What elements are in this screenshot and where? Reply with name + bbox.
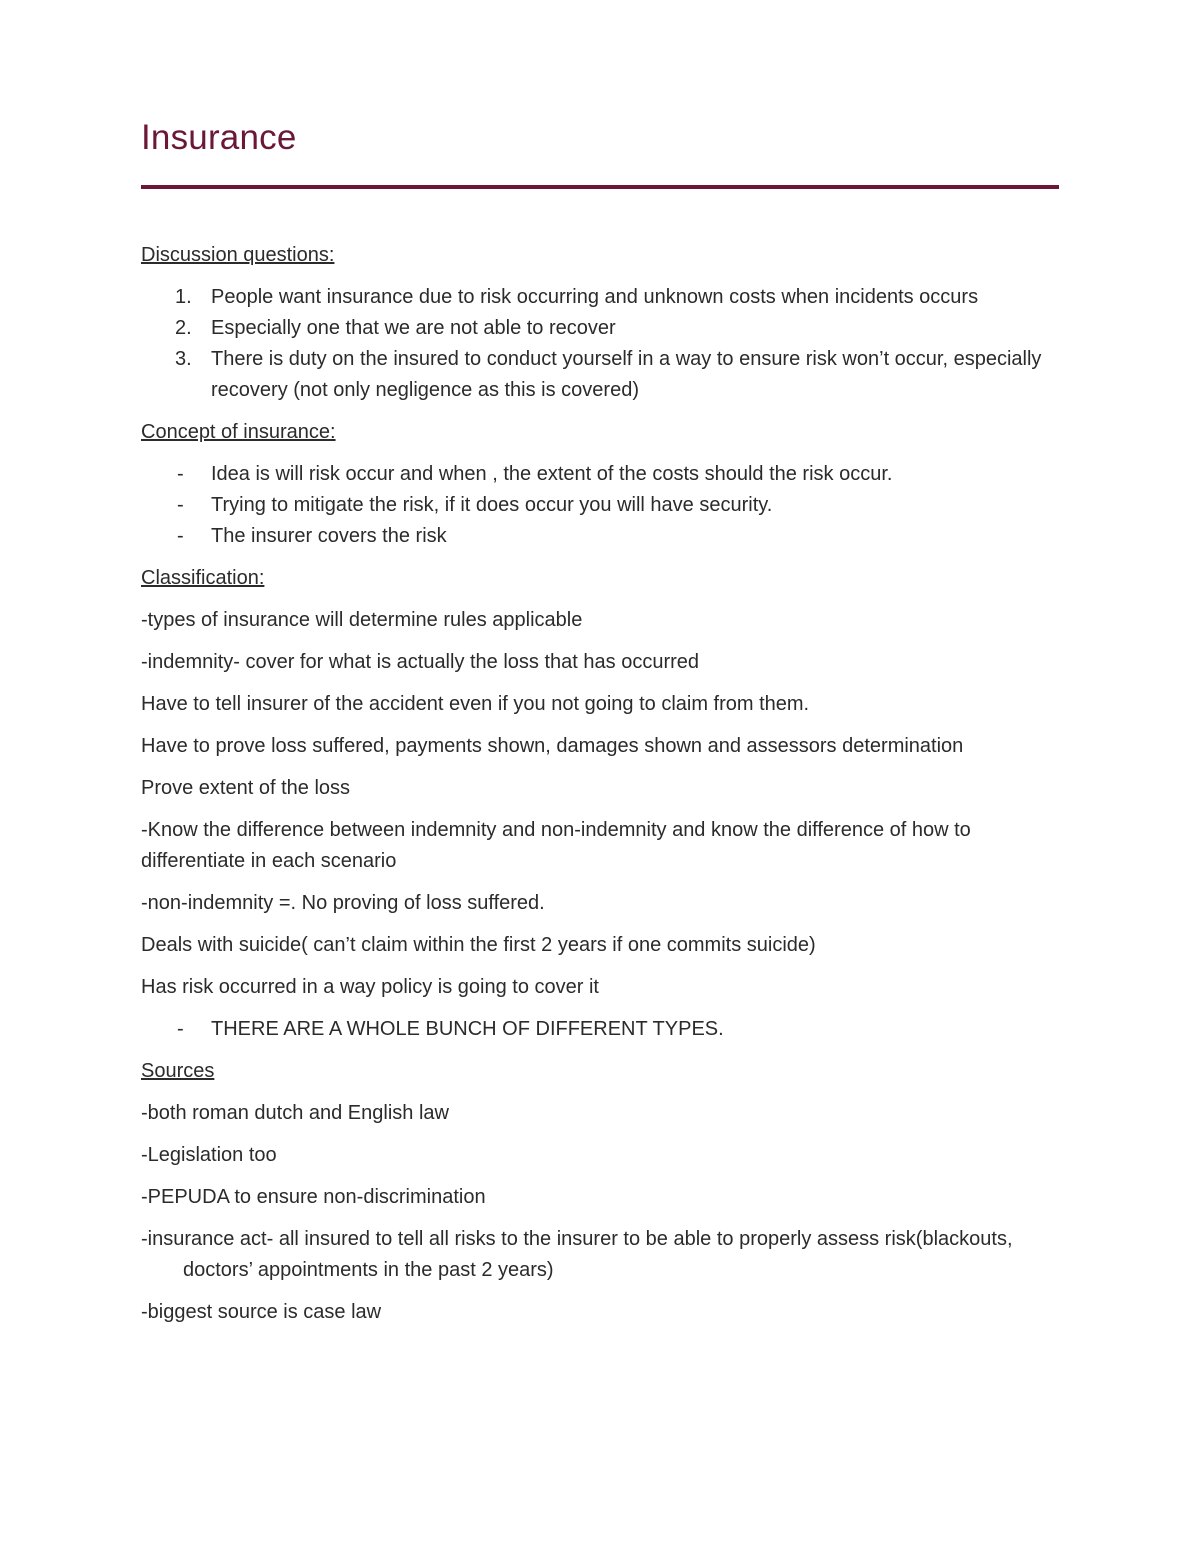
paragraph: Have to prove loss suffered, payments shown, damages shown and assessors determination xyxy=(141,735,964,757)
list-item xyxy=(141,344,1059,406)
paragraph: -types of insurance will determine rules applicable xyxy=(141,609,583,631)
paragraph: Deals with suicide( can’t claim within the first 2 years if one commits suicide) xyxy=(141,934,816,956)
list-item-text: Idea is will risk occur and when , the extent of the costs should the risk occur. xyxy=(211,463,893,485)
title-divider xyxy=(141,185,1059,189)
list-item xyxy=(141,459,1059,490)
list-item-text: The insurer covers the risk xyxy=(211,525,447,547)
paragraph: Has risk occurred in a way policy is going to cover it xyxy=(141,976,599,998)
list-number: 1. xyxy=(175,286,192,308)
concept-list xyxy=(141,459,1059,552)
paragraph: Have to tell insurer of the accident even if you not going to claim from them. xyxy=(141,693,810,715)
list-item-text: Trying to mitigate the risk, if it does occur you will have security. xyxy=(211,494,773,516)
list-item xyxy=(141,1014,1059,1045)
paragraph: -biggest source is case law xyxy=(141,1301,382,1323)
dash-marker: - xyxy=(177,494,184,516)
dash-marker: - xyxy=(177,525,184,547)
list-number: 2. xyxy=(175,317,192,339)
dash-marker: - xyxy=(177,1018,184,1040)
list-item xyxy=(141,313,1059,344)
paragraph: -PEPUDA to ensure non-discrimination xyxy=(141,1186,486,1208)
concept-heading: Concept of insurance: xyxy=(141,421,336,443)
list-number: 3. xyxy=(175,348,192,370)
list-item-text: Especially one that we are not able to recover xyxy=(211,317,616,339)
list-item xyxy=(141,521,1059,552)
sources-heading: Sources xyxy=(141,1060,215,1082)
document-body xyxy=(141,240,1059,1339)
paragraph: -indemnity- cover for what is actually the loss that has occurred xyxy=(141,651,700,673)
paragraph: -Legislation too xyxy=(141,1144,277,1166)
paragraph: -both roman dutch and English law xyxy=(141,1102,449,1124)
discussion-list xyxy=(141,282,1059,406)
document-title: Insurance xyxy=(141,118,297,157)
dash-marker: - xyxy=(177,463,184,485)
list-item xyxy=(141,490,1059,521)
classification-heading: Classification: xyxy=(141,567,265,589)
paragraph-hanging: -insurance act- all insured to tell all risks to the insurer to be able to properly assess risk(blackouts, doctors’ appointments in the past 2 years) xyxy=(141,1228,1013,1281)
paragraph: Prove extent of the loss xyxy=(141,777,351,799)
list-item-text: People want insurance due to risk occurring and unknown costs when incidents occurs xyxy=(211,286,979,308)
paragraph: -Know the difference between indemnity and non-indemnity and know the difference of how to differentiate in each scenario xyxy=(141,819,971,872)
list-item xyxy=(141,282,1059,313)
classification-list xyxy=(141,1014,1059,1045)
list-item-text: THERE ARE A WHOLE BUNCH OF DIFFERENT TYPES. xyxy=(211,1018,724,1040)
discussion-heading: Discussion questions: xyxy=(141,244,335,266)
list-item-text: There is duty on the insured to conduct yourself in a way to ensure risk won’t occur, especially recovery (not only negligence as this is covered) xyxy=(211,348,1042,401)
paragraph: -non-indemnity =. No proving of loss suffered. xyxy=(141,892,545,914)
